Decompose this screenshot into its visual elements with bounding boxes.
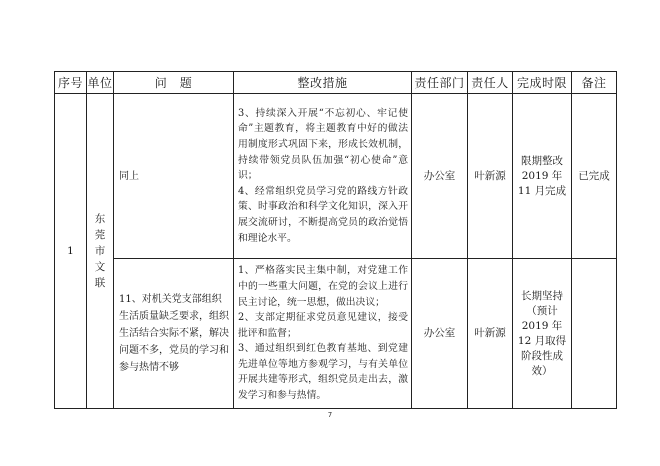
remark-cell: 已完成 [572, 94, 617, 259]
rectification-table [54, 71, 617, 409]
person-cell: 叶新源 [468, 94, 513, 259]
header-serial: 序号 [55, 72, 87, 94]
header-measures: 整改措施 [234, 72, 412, 94]
dept-cell: 办公室 [412, 94, 468, 259]
problem-cell: 同上 [114, 94, 234, 259]
person-cell: 叶新源 [468, 259, 513, 409]
unit-cell: 东莞市文联 [87, 94, 114, 409]
measures-cell: 3、持续深入开展“不忘初心、牢记使命”主题教育，将主题教育中好的做法用制度形式巩固下来，形成长效机制，持续带领党员队伍加强“初心使命”意识； 4、经常组织党员学习党的路线方针政策、时事政治和科学文化知识，深入开展交流研讨，不断提高党员的政治觉悟和理论水平。 [234, 94, 412, 259]
problem-cell: 11、对机关党支部组织生活质量缺乏要求，组织生活结合实际不紧，解决问题不多，党员的学习和参与热情不够 [114, 259, 234, 409]
measures-cell: 1、严格落实民主集中制，对党建工作中的一些重大问题，在党的会议上进行民主讨论，统一思想，做出决议； 2、支部定期征求党员意见建议，接受批评和监督； 3、通过组织到红色教育基地、到党建先进单位等地方参观学习，与有关单位开展共建等形式，组织党员走出去，激发学习和参与热情。 [234, 259, 412, 409]
table-row [55, 94, 617, 259]
deadline-cell: 长期坚持 （预计 2019 年 12 月取得 阶段性成 效） [513, 259, 572, 409]
serial-cell: 1 [55, 94, 87, 409]
deadline-cell: 限期整改 2019 年 11 月完成 [513, 94, 572, 259]
table-row [55, 259, 617, 409]
header-problem: 问 题 [114, 72, 234, 94]
header-person: 责任人 [468, 72, 513, 94]
remark-cell [572, 259, 617, 409]
header-unit: 单位 [87, 72, 114, 94]
header-deadline: 完成时限 [513, 72, 572, 94]
dept-cell: 办公室 [412, 259, 468, 409]
header-remark: 备注 [572, 72, 617, 94]
header-row [55, 72, 617, 94]
page-number: 7 [327, 411, 333, 419]
header-dept: 责任部门 [412, 72, 468, 94]
